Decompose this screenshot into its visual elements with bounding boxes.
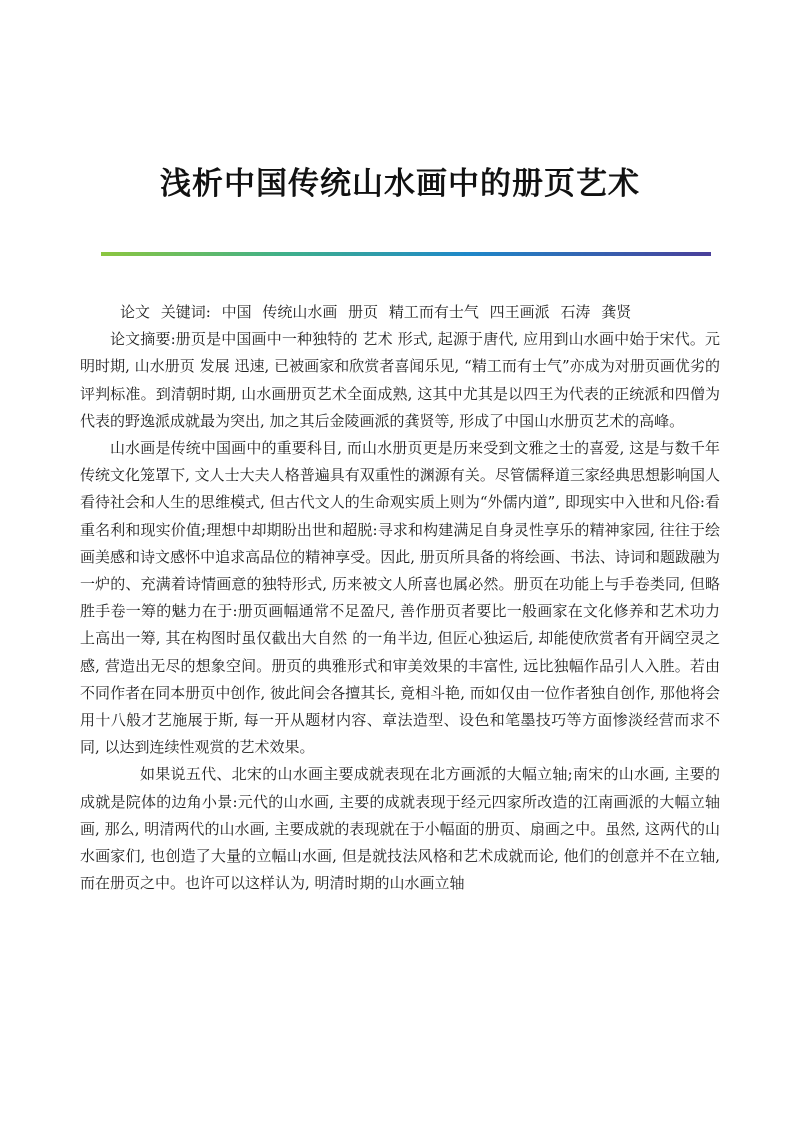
title-divider: [101, 252, 711, 256]
document-body: [80, 299, 720, 897]
keywords-line: 论文 关键词: 中国 传统山水画 册页 精工而有士气 四王画派 石涛 龚贤: [120, 303, 632, 321]
body-paragraph-2: 如果说五代、北宋的山水画主要成就表现在北方画派的大幅立轴;南宋的山水画, 主要的成就是院体的边角小景:元代的山水画, 主要的成就表现于经元四家所改造的江南画派的大幅立轴画, 那么, 明清两代的山水画, 主要成就的表现就在于小幅面的册页、扇画之中。虽然, 这两代的山水画家们, 也创造了大量的立幅山水画, 但是就技法风格和艺术成就而论, 他们的创意并不在立轴, 而在册页之中。也许可以这样认为, 明清时期的山水画立轴: [80, 765, 720, 893]
abstract-paragraph: 论文摘要:册页是中国画中一种独特的 艺术 形式, 起源于唐代, 应用到山水画中始于宋代。元明时期, 山水册页 发展 迅速, 已被画家和欣赏者喜闻乐见, “精工而有士气”亦成为对册页画优劣的评判标准。到清朝时期, 山水画册页艺术全面成熟, 这其中尤其是以四王为代表的正统派和四僧为代表的野逸派成就最为突出, 加之其后金陵画派的龚贤等, 形成了中国山水册页艺术的高峰。: [80, 330, 720, 430]
document-title: 浅析中国传统山水画中的册页艺术: [160, 166, 640, 202]
body-paragraph-1: 山水画是传统中国画中的重要科目, 而山水册页更是历来受到文雅之士的喜爱, 这是与数千年传统文化笼罩下, 文人士大夫人格普遍具有双重性的渊源有关。尽管儒释道三家经典思想影响国人看待社会和人生的思维模式, 但古代文人的生命观实质上则为“外儒内道”, 即现实中入世和凡俗:看重名利和现实价值;理想中却期盼出世和超脱:寻求和构建满足自身灵性享乐的精神家园, 往往于绘画美感和诗文感怀中追求高品位的精神享受。因此, 册页所具备的将绘画、书法、诗词和题跋融为一炉的、充满着诗情画意的独特形式, 历来被文人所喜也属必然。册页在功能上与手卷类同, 但略胜手卷一筹的魅力在于:册页画幅通常不足盈尺, 善作册页者要比一般画家在文化修养和艺术功力上高出一筹, 其在构图时虽仅截出大自然 的一角半边, 但匠心独运后, 却能使欣赏者有开阔空灵之感, 营造出无尽的想象空间。册页的典雅形式和审美效果的丰富性, 远比独幅作品引人入胜。若由不同作者在同本册页中创作, 彼此间会各擅其长, 竟相斗艳, 而如仅由一位作者独自创作, 那他将会用十八般才艺施展于斯, 每一开从题材内容、章法造型、设色和笔墨技巧等方面惨淡经营而求不同, 以达到连续性观赏的艺术效果。: [80, 439, 720, 757]
